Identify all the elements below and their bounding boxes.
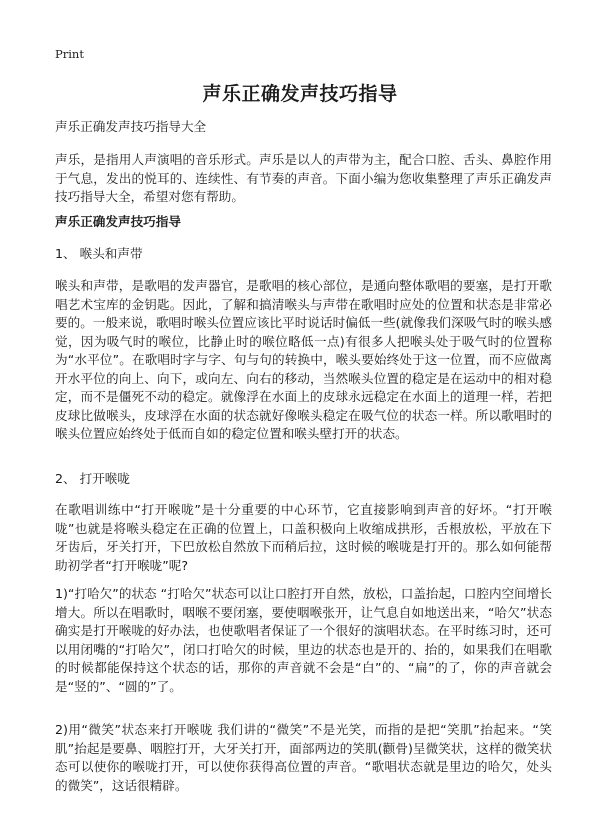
section-2-heading: 2、 打开喉咙 [55,471,130,486]
point-1-paragraph: 1)“打哈欠”的状态 “打哈欠”状态可以让口腔打开自然，放松，口盖抬起，口腔内空间增长增大。所以在唱歌时，咽喉不要闭塞，要使咽喉张开，让气息自如地送出来，“哈欠”状态确实是打开喉咙的好办法，也使歌唱者保证了一个很好的演唱状态。在平时练习时，还可以用闭嘴的“打哈欠”，闭口打哈欠的时候，里边的状态也是开的、抬的，如果我们在唱歌的时候都能保持这个状态的话，那你的声音就不会是“白”的、“扁”的了，你的声音就会是“竖的”、“圆的”了。 [55,586,552,694]
intro-paragraph: 声乐，是指用人声演唱的音乐形式。声乐是以人的声带为主，配合口腔、舌头、鼻腔作用于气息，发出的悦耳的、连续性、有节奏的声音。下面小编为您收集整理了声乐正确发声技巧指导大全，希望对您有帮助。 [55,152,552,204]
section-2-body: 在歌唱训练中“打开喉咙”是十分重要的中心环节，它直接影响到声音的好坏。“打开喉咙”也就是将喉头稳定在正确的位置上，口盖积极向上收缩成拱形，舌根放松，平放在下牙齿后，牙关打开，下巴放松自然放下而稍后拉，这时候的喉咙是打开的。那么如何能帮助初学者“打开喉咙”呢? [55,502,552,573]
section-heading: 声乐正确发声技巧指导 [55,214,181,229]
subtitle: 声乐正确发声技巧指导大全 [55,119,207,134]
section-1-body: 喉头和声带，是歌唱的发声器官，是歌唱的核心部位，是通向整体歌唱的要塞，是打开歌唱艺术宝库的金钥匙。因此，了解和搞清喉头与声带在歌唱时应处的位置和状态是非常必要的。一般来说，歌唱时喉头位置应该比平时说话时偏低一些(就像我们深吸气时的喉头感觉，因为吸气时的喉位，比静止时的喉位略低一点)有很多人把喉头处于吸气时的位置称为“水平位”。在歌唱时字与字、句与句的转换中，喉头要始终处于这一位置，而不应做离开水平位的向上、向下，或向左、向右的移动，当然喉头位置的稳定是在运动中的相对稳定，而不是僵死不动的稳定。就像浮在水面上的皮球永远稳定在水面上的道理一样，若把皮球比做喉头，皮球浮在水面的状态就好像喉头稳定在吸气位的状态一样。所以歌唱时的喉头位置应始终处于低而自如的稳定位置和喉头壁打开的状态。 [55,278,552,441]
point-2-paragraph: 2)用“微笑”状态来打开喉咙 我们讲的“微笑”不是光笑，而指的是把“笑肌”抬起来。“笑肌”抬起是要鼻、咽腔打开，大牙关打开，面部两边的笑肌(颧骨)呈微笑状，这样的微笑状态可以使你的喉咙打开，可以使你获得高位置的声音。“歌唱状态就是里边的哈欠，处头的微笑”，这话很精辟。 [55,722,552,793]
print-link[interactable]: Print [55,47,84,61]
section-1-heading: 1、 喉头和声带 [55,246,143,261]
page-title: 声乐正确发声技巧指导 [202,83,398,105]
